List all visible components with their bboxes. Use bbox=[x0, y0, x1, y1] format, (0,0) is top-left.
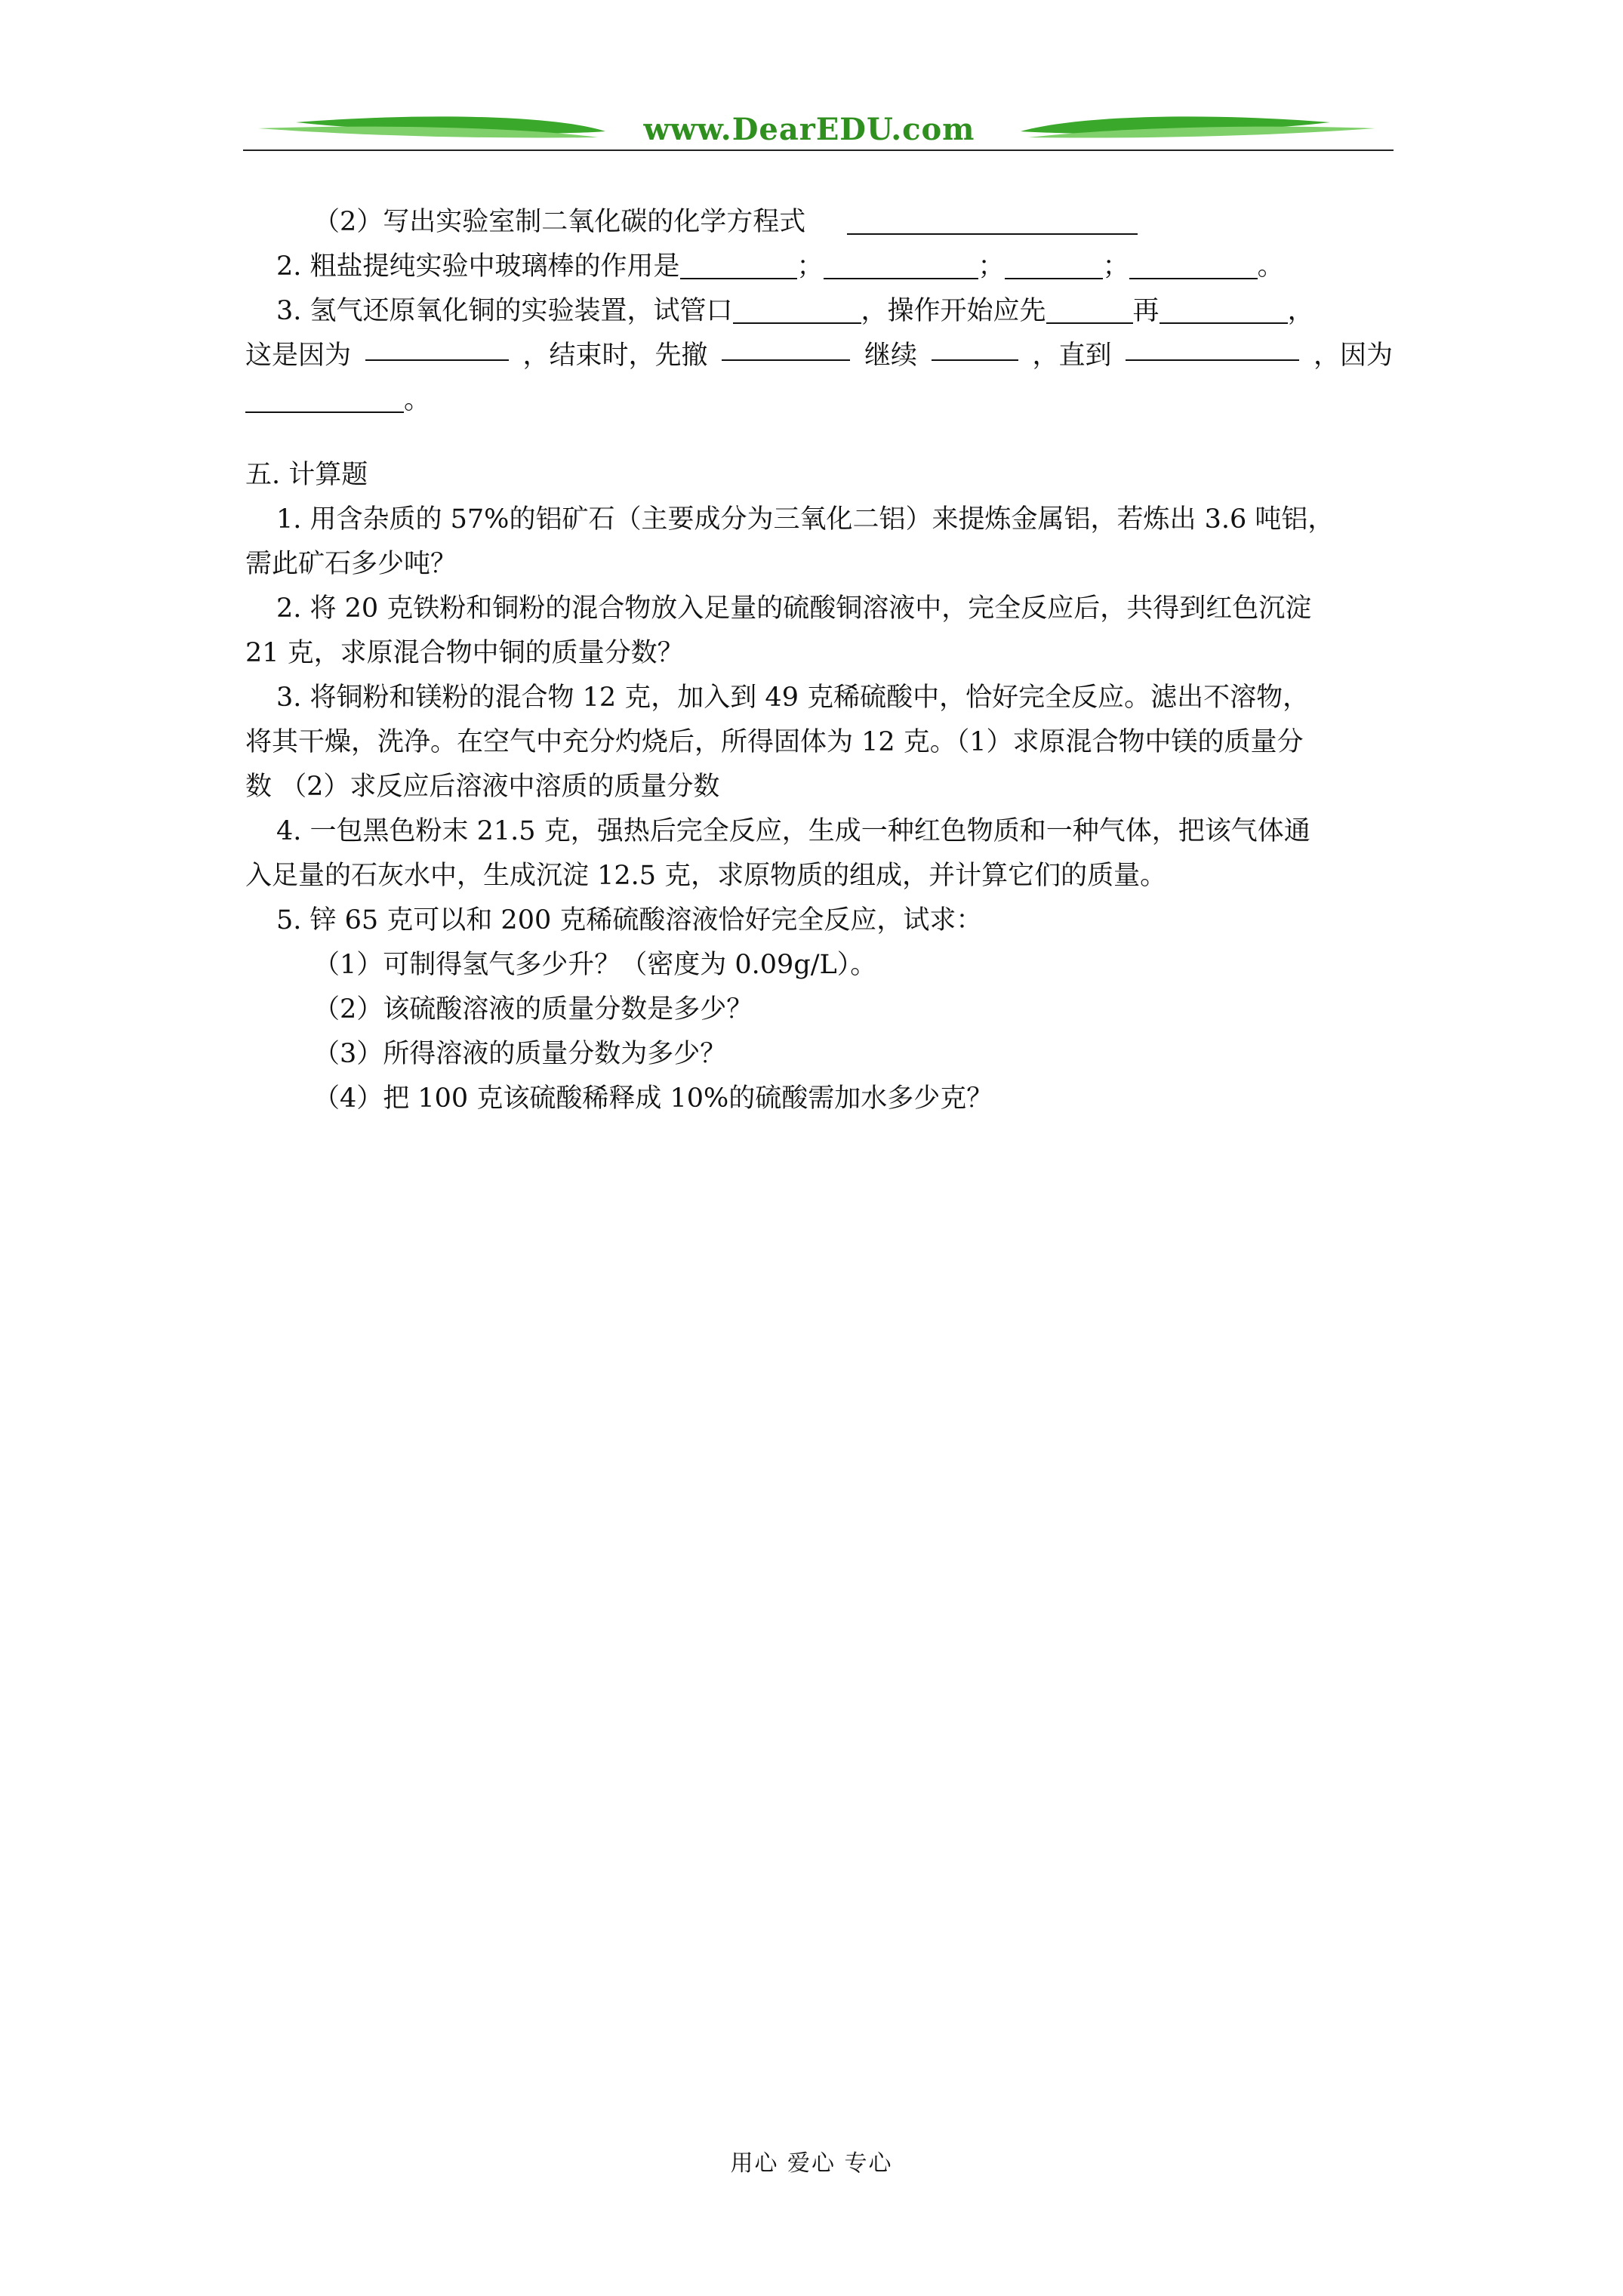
answer-blank bbox=[722, 334, 850, 361]
answer-blank bbox=[365, 334, 509, 361]
q3-text: ，因为 bbox=[1313, 341, 1393, 371]
q2-line bbox=[245, 245, 1393, 289]
site-logo-text: www.DearEDU.com bbox=[643, 112, 975, 147]
q3-text: 继续 bbox=[864, 341, 917, 371]
period: 。 bbox=[404, 385, 431, 415]
document-body bbox=[245, 200, 1393, 1121]
p5-q1-line-2: 需此矿石多少吨？ bbox=[245, 549, 457, 579]
answer-blank bbox=[680, 252, 797, 279]
q3-text: ，直到 bbox=[1032, 341, 1112, 371]
p5-q5-sub-2: （2）该硫酸溶液的质量分数是多少？ bbox=[313, 994, 753, 1025]
answer-blank bbox=[1126, 334, 1299, 361]
q3-text: ，操作开始应先 bbox=[861, 296, 1046, 326]
answer-blank bbox=[245, 386, 404, 413]
p5-q3-line-3: 数 （2）求反应后溶液中溶质的质量分数 bbox=[245, 772, 720, 802]
separator: ； bbox=[1102, 251, 1129, 282]
section-title: 五. 计算题 bbox=[245, 460, 368, 490]
page-header bbox=[243, 106, 1394, 159]
q1-sub2-text: （2）写出实验室制二氧化碳的化学方程式 bbox=[313, 207, 806, 237]
p5-q3-line-2: 将其干燥，洗净。在空气中充分灼烧后，所得固体为 12 克。（1）求原混合物中镁的质量分 bbox=[245, 727, 1304, 757]
q3-text: ， bbox=[1287, 296, 1314, 326]
q3-text: ，结束时，先撤 bbox=[522, 341, 708, 371]
q2-text: 2. 粗盐提纯实验中玻璃棒的作用是 bbox=[276, 251, 680, 282]
separator: ； bbox=[978, 251, 1005, 282]
p5-q2-line-2: 21 克，求原混合物中铜的质量分数？ bbox=[245, 638, 684, 668]
header-rule bbox=[243, 149, 1394, 151]
p5-q1-line-1: 1. 用含杂质的 57%的铝矿石（主要成分为三氧化二铝）来提炼金属铝，若炼出 3.6 吨铝， bbox=[276, 504, 1335, 535]
answer-blank bbox=[1160, 297, 1288, 324]
q3-line-3 bbox=[245, 378, 1393, 423]
p5-q5-sub-1: （1）可制得氢气多少升？（密度为 0.09g/L）。 bbox=[313, 950, 877, 980]
period: 。 bbox=[1257, 251, 1284, 282]
p5-q4-line-2: 入足量的石灰水中，生成沉淀 12.5 克，求原物质的组成，并计算它们的质量。 bbox=[245, 861, 1167, 891]
p5-q4-line-1: 4. 一包黑色粉末 21.5 克，强热后完全反应，生成一种红色物质和一种气体，把该气体通 bbox=[276, 816, 1310, 846]
p5-q5-line-1: 5. 锌 65 克可以和 200 克稀硫酸溶液恰好完全反应，试求： bbox=[276, 905, 983, 935]
p5-q5-sub-4: （4）把 100 克该硫酸稀释成 10%的硫酸需加水多少克？ bbox=[313, 1083, 993, 1114]
q1-sub2-line bbox=[245, 200, 1393, 245]
answer-blank bbox=[847, 208, 1138, 235]
answer-blank bbox=[824, 252, 978, 279]
q3-text: 这是因为 bbox=[245, 341, 352, 371]
p5-q2-line-1: 2. 将 20 克铁粉和铜粉的混合物放入足量的硫酸铜溶液中，完全反应后，共得到红色沉淀 bbox=[276, 593, 1312, 624]
separator: ； bbox=[796, 251, 824, 282]
answer-blank bbox=[1046, 297, 1133, 324]
q3-line-1 bbox=[245, 289, 1393, 334]
answer-blank bbox=[733, 297, 861, 324]
q3-text: 3. 氢气还原氧化铜的实验装置，试管口 bbox=[276, 296, 733, 326]
page-footer: 用心 爱心 专心 bbox=[730, 2150, 893, 2177]
p5-q5-sub-3: （3）所得溶液的质量分数为多少？ bbox=[313, 1039, 727, 1069]
q3-line-2 bbox=[245, 334, 1393, 378]
answer-blank bbox=[1005, 252, 1103, 279]
p5-q3-line-1: 3. 将铜粉和镁粉的混合物 12 克，加入到 49 克稀硫酸中，恰好完全反应。滤出不溶物， bbox=[276, 683, 1310, 713]
answer-blank bbox=[1129, 252, 1258, 279]
answer-blank bbox=[932, 334, 1018, 361]
q3-text: 再 bbox=[1132, 296, 1160, 326]
